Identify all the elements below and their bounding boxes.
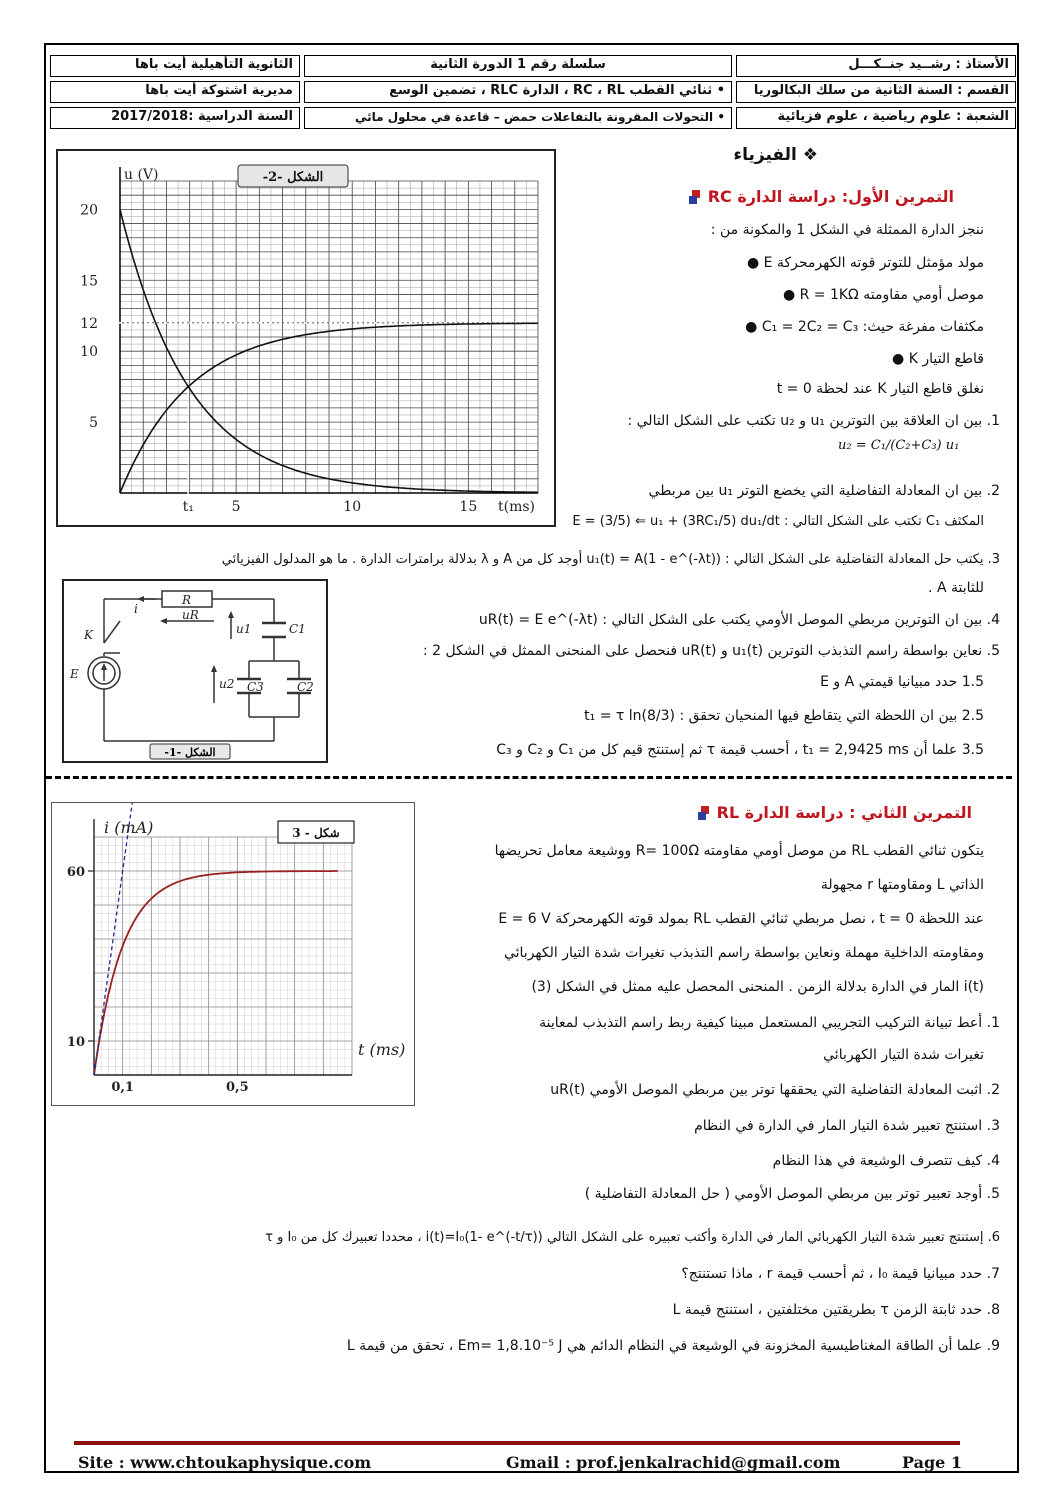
label-u1: u1 xyxy=(236,622,252,636)
y-tick-label: 12 xyxy=(80,315,98,332)
figure-2-chart xyxy=(58,151,554,525)
ex2-q1: 1. أعط تبيانة التركيب التجريبي المستعمل مبينا كيفية ربط راسم التذبذب لمعاينة xyxy=(539,1015,1000,1031)
ex1-item-4: قاطع التيار K ● xyxy=(892,351,984,367)
ex1-q1-formula: u₂ = C₁/(C₂+C₃) u₁ xyxy=(838,438,960,453)
ex1-q5-1: 1.5 حدد مبيانيا قيمتي A و E xyxy=(820,674,984,690)
ex1-q2: 2. بين ان المعادلة التفاضلية التي يخضع التوتر u₁ بين مربطي xyxy=(648,483,1000,499)
y-axis-label: u (V) xyxy=(124,167,159,183)
figure-1-label: الشكل -1- xyxy=(164,746,216,759)
ex2-q3: 3. استنتج تعبير شدة التيار المار في الدارة في النظام xyxy=(694,1118,1000,1134)
ex1-q4: 4. بين ان التوترين مربطي الموصل الأومي يكتب على الشكل التالي : uR(t) = E e^(-λt) xyxy=(478,612,1000,628)
label-K: K xyxy=(84,628,93,642)
ex2-q1b: تغيرات شدة التيار الكهربائي xyxy=(823,1047,984,1063)
label-C2: C2 xyxy=(297,680,314,694)
ex1-intro: ننجز الدارة الممثلة في الشكل 1 والمكونة من : xyxy=(710,222,984,238)
ex2-p1: يتكون ثنائي القطب RL من موصل أومي مقاومته R= 100Ω ووشيعة معامل تحريضها xyxy=(494,843,984,859)
figure-3-label: شكل - 3 xyxy=(292,826,340,840)
label-E: E xyxy=(70,667,79,681)
header-directorate: مديرية اشتوكة أيت باها xyxy=(50,81,300,103)
x-tick-label: 0,1 xyxy=(111,1080,134,1095)
ex2-p5: i(t) المار في الدارة بدلالة الزمن . المنحنى المحصل عليه ممثل في الشكل (3) xyxy=(531,979,984,995)
label-uR: uR xyxy=(182,608,199,622)
y-tick-label: 60 xyxy=(66,865,85,880)
ex2-q2: 2. اثبت المعادلة التفاضلية التي يحققها توتر بين مربطي الموصل الأومي uR(t) xyxy=(550,1082,1000,1098)
header-class: القسم : السنة الثانية من سلك البكالوريا xyxy=(736,81,1016,103)
figure-2-label: الشكل -2- xyxy=(262,170,324,185)
label-u2: u2 xyxy=(219,677,235,691)
x-tick-label: 10 xyxy=(343,499,362,515)
header-topic-2: • التحولات المقرونة بالتفاعلات حمض – قاعدة في محلول مائي xyxy=(304,107,732,129)
y-axis-label: i (mA) xyxy=(104,818,154,837)
ex1-q5-3: 3.5 علما أن t₁ = 2,9425 ms ، أحسب قيمة τ ثم إستنتج قيم كل من C₁ و C₂ و C₃ xyxy=(496,742,984,758)
x-axis-label: t(ms) xyxy=(498,499,536,515)
ex1-title-text: التمرين الأول: دراسة الدارة RC xyxy=(707,187,954,206)
ex1-q5: 5. نعاين بواسطة راسم التذبذب التوترين u₁(t) و uR(t) فنحصل على المنحنى الممثل في الشكل 2 : xyxy=(422,643,1000,659)
y-tick-label: 10 xyxy=(66,1035,85,1050)
header-teacher: الأستاذ : رشــيد جنــكـــل xyxy=(736,55,1016,77)
header-year: السنة الدراسية :2017/2018 xyxy=(50,107,300,129)
header-topic-1: • ثنائي القطب RC ، RL ، الدارة RLC ، تضمين الوسع xyxy=(304,81,732,103)
ex2-q7: 7. حدد مبيانيا قيمة I₀ ، ثم أحسب قيمة r ، ماذا تستنتج؟ xyxy=(681,1266,1000,1282)
x-axis-label: t (ms) xyxy=(358,1040,406,1059)
figure-1-circuit xyxy=(62,579,328,763)
ex1-q3b: للثابتة A . xyxy=(928,580,984,596)
pin-icon xyxy=(689,190,703,204)
y-tick-label: 5 xyxy=(89,415,98,432)
circuit-diagram xyxy=(64,581,326,761)
ex1-q2b: المكثف C₁ تكتب على الشكل التالي : E = (3/5) ⇐ u₁ + (3RC₁/5) du₁/dt xyxy=(572,514,984,529)
diamond-icon: ❖ xyxy=(802,145,818,165)
figure-2 xyxy=(56,149,556,527)
ex2-q4: 4. كيف تتصرف الوشيعة في هذا النظام xyxy=(772,1153,1000,1169)
ex1-q3: 3. يكتب حل المعادلة التفاضلية على الشكل التالي : u₁(t) = A(1 - e^(-λt)) أوجد كل من A و λ بدلالة برامترات الدارة . ما هو المدلول الفيزيائي xyxy=(221,552,1000,567)
figure-3 xyxy=(51,802,415,1106)
physics-title xyxy=(733,145,818,165)
x-tick-label: t₁ xyxy=(182,499,194,515)
physics-title-text: الفيزياء xyxy=(733,145,797,165)
ex1-q1: 1. بين ان العلاقة بين التوترين u₁ و u₂ تكتب على الشكل التالي : xyxy=(627,413,1000,429)
ex2-p3: عند اللحظة t = 0 ، نصل مربطي ثنائي القطب RL بمولد قوته الكهرمحركة E = 6 V xyxy=(498,911,984,927)
footer-site: Site : www.chtoukaphysique.com xyxy=(78,1453,372,1472)
ex2-p4: ومقاومته الداخلية مهملة ونعاين بواسطة راسم التذبذب تغيرات شدة التيار الكهربائي xyxy=(503,945,984,961)
header-school: الثانوية التأهيلية أيت باها xyxy=(50,55,300,77)
y-tick-label: 20 xyxy=(80,202,98,219)
ex1-item-2: موصل أومي مقاومته R = 1KΩ ● xyxy=(782,287,984,303)
ex2-q9: 9. علما أن الطاقة المغناطيسية المخزونة في الوشيعة في النظام الدائم هي Em= 1,8.10⁻⁵ J ، تحقق من قيمة L xyxy=(346,1338,1000,1354)
x-tick-label: 5 xyxy=(231,499,241,515)
ex2-title xyxy=(698,803,972,822)
x-tick-label: 15 xyxy=(459,499,478,515)
ex1-title xyxy=(689,187,954,206)
ex2-q8: 8. حدد ثابتة الزمن τ بطريقتين مختلفتين ، استنتج قيمة L xyxy=(672,1302,1000,1318)
ex2-q6: 6. إستنتج تعبير شدة التيار الكهربائي المار في الدارة وأكتب تعبيره على الشكل التالي i(t)=I₀(1- e^(-t/τ)) ، محددا تعبيرك كل من I₀ و τ xyxy=(265,1230,1000,1245)
header-branch: الشعبة : علوم رياضية ، علوم فزيائية xyxy=(736,107,1016,129)
label-C3: C3 xyxy=(247,680,264,694)
footer-gmail: Gmail : prof.jenkalrachid@gmail.com xyxy=(506,1453,841,1472)
ex2-p2: الذاتي L ومقاومتها r مجهولة xyxy=(820,877,984,893)
footer-page: Page 1 xyxy=(902,1453,963,1472)
ex2-q5: 5. أوجد تعبير توتر بين مربطي الموصل الأومي ( حل المعادلة التفاضلية ) xyxy=(584,1186,1000,1202)
ex2-title-text: التمرين الثاني : دراسة الدارة RL xyxy=(716,803,972,822)
footer-rule xyxy=(74,1441,960,1445)
x-tick-label: 0,5 xyxy=(226,1080,249,1095)
ex1-close: نغلق قاطع التيار K عند لحظة t = 0 xyxy=(776,381,984,397)
y-tick-label: 10 xyxy=(80,344,98,361)
figure-3-chart xyxy=(52,803,414,1105)
label-i: i xyxy=(134,602,138,616)
section-divider xyxy=(46,776,1012,779)
ex1-item-3: مكثفات مفرغة حيث: C₁ = 2C₂ = C₃ ● xyxy=(745,319,984,335)
label-R: R xyxy=(182,593,192,607)
ex1-item-1: مولد مؤمثل للتوتر قوته الكهرمحركة E ● xyxy=(747,255,984,271)
ex1-q5-2: 2.5 بين ان اللحظة التي يتقاطع فيها المنحيان تحقق : t₁ = τ ln(8/3) xyxy=(584,708,984,724)
pin-icon xyxy=(698,806,712,820)
header-series: سلسلة رقم 1 الدورة الثانية xyxy=(304,55,732,77)
label-C1: C1 xyxy=(289,622,306,636)
y-tick-label: 15 xyxy=(80,273,98,290)
